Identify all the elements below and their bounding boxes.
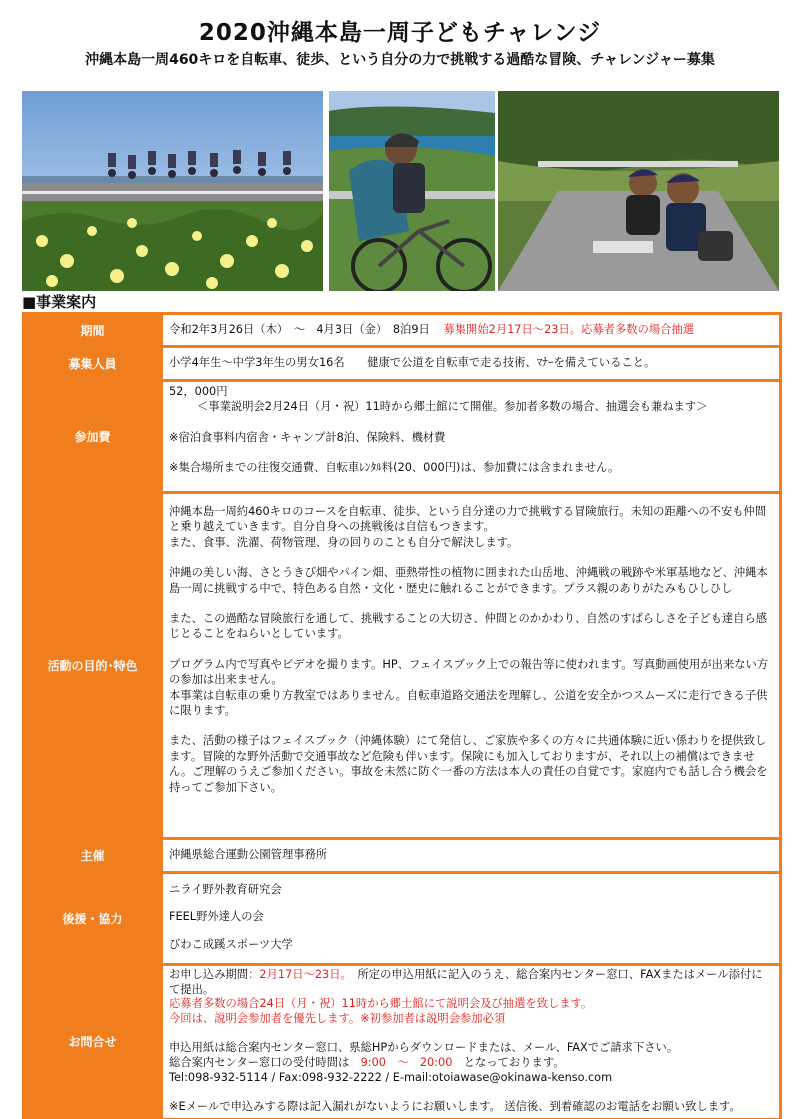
photo-cyclists-road [22,91,323,291]
contact-lottery-note: 応募者多数の場合24日（月・祝）11時から郷土館にて説明会及び抽選を致します。 [169,997,593,1011]
page-title: 2020沖縄本島一周子どもチャレンジ [198,20,602,46]
purpose-paragraph-5: また、活動の様子はフェイスブック（沖縄体験）にて発信し、ご家族や多くの方々に共通体験に近い係わりを提供致します。冒険的な野外活動で交通事故など危険も伴います。保険にも加入しておりますが、それ以上の補償はできません。ご理解のうえご参加ください。事故を未然に防ぐ一番の方法は本人の責任の自覚です。家庭内でも話し合う機会を持ってご参加下さい。 [169,734,768,794]
organizer-text: 沖縄県総合運動公園管理事務所 [162,839,781,873]
row-recruit [24,347,781,381]
purpose-paragraph-4: プログラム内で写真やビデオを撮ります。HP、フェイスブック上での報告等に使われます。写真動画使用が出来ない方の参加は出来ません。 [169,657,769,687]
period-recruit-note: 募集開始2月17日～23日。応募者多数の場合抽選 [443,322,695,336]
purpose-paragraph-4b: 本事業は自転車の乗り方教室ではありません。自転車道路交通法を理解し、公道を安全かつスムーズに走行できる子供に限ります。 [169,688,768,718]
photo-boy-on-bicycle [329,91,495,291]
contact-forms: 申込用紙は総合案内センター窓口、県総HPからダウンロードまたは、メール、FAXでご請求下さい。 [169,1041,679,1055]
row-period [24,314,781,347]
section-heading: ■事業案内 [22,293,97,311]
apply-period-dates: ：2月17日～23日。 [248,968,347,981]
row-organizer [24,839,781,873]
label-contact: お問合せ [24,965,162,1119]
support-item: ニライ野外教育研究会 [169,883,282,896]
label-organizer: 主催 [24,839,162,873]
photo-children-resting [498,91,779,291]
contact-priority-note: 今回は、説明会参加者を優先します。※初参加者は説明会参加必須 [169,1011,506,1025]
purpose-paragraph-1: 沖縄本島一周約460キロのコースを自転車、徒歩、という自分達の力で挑戦する冒険旅行。未知の距離への不安も仲間と乗り越えていきます。自分自身への挑戦後は自信もつきます。 [169,505,767,534]
contact-apply [169,968,773,997]
hours-time: 9:00 ～ 20:00 [360,1055,453,1069]
label-purpose: 活動の目的･特色 [24,493,162,839]
support-item: FEEL野外達人の会 [169,910,264,924]
recruit-text: 小学4年生～中学3年生の男女16名 健康で公道を自転車で走る技術、ﾏﾅｰを備えていること。 [162,347,781,381]
apply-instructions: 所定の申込用紙に記入のうえ、総合案内センター窓口、FAXまたはメール添付にて提出。 [169,968,763,996]
row-support [24,873,781,965]
period-text: 令和2年3月26日（木） ～ 4月3日（金） 8泊9日 [169,322,430,336]
info-table [22,312,782,1119]
contact-tel-fax-email: Tel:098-932-5114 / Fax:098-932-2222 / E-mail:otoiawase@okinawa-kenso.com [169,1070,613,1084]
fee-excludes: ※集合場所までの往復交通費、自転車ﾚﾝﾀﾙ料(20、000円)は、参加費には含まれません。 [169,461,620,475]
purpose-paragraph-1b: また、食事、洗濯、荷物管理、身の回りのことも自分で解決します。 [169,535,519,549]
hours-label: 総合案内センター窓口の受付時間は [169,1055,361,1069]
fee-briefing-note: ＜事業説明会2月24日（月・祝）11時から郷土館にて開催。参加者多数の場合、抽選会も兼ねます＞ [197,400,708,414]
label-recruit: 募集人員 [24,347,162,381]
hours-suffix: となっております。 [452,1055,565,1069]
support-item: びわこ成蹊スポーツ大学 [169,937,293,951]
row-contact [24,965,781,1119]
purpose-paragraph-3: また、この過酷な冒険旅行を通して、挑戦することの大切さ、仲間とのかかわり、自然のすばらしさを子ども達自ら感じとることをねらいとしています。 [169,612,768,641]
page-subtitle: 沖縄本島一周460キロを自転車、徒歩、という自分の力で挑戦する過酷な冒険、チャレンジャー募集 [85,52,715,68]
contact-hours [169,1056,773,1071]
label-fee: 参加費 [24,381,162,493]
row-fee [24,381,781,493]
label-period: 期間 [24,314,162,347]
apply-period-label: お申し込み期間 [169,968,249,981]
contact-email-note: ※Eメールで申込みする際は記入漏れがないようにお願いします。 送信後、到着確認のお電話をお願い致します。 [169,1100,741,1114]
row-purpose [24,493,781,839]
fee-amount: 52，000円 [169,385,228,398]
fee-includes: ※宿泊食事料内宿舎・キャンプ計8泊、保険料、機材費 [169,430,446,444]
purpose-paragraph-2: 沖縄の美しい海、さとうきび畑やパイン畑、亜熱帯性の植物に囲まれた山岳地、沖縄戦の戦跡や米軍基地など、沖縄本島一周に挑戦する中で、特色ある自然・文化・歴史に触れることができます。プラス親のありがたみもひしひし [169,566,768,595]
label-support: 後援・協力 [24,873,162,965]
